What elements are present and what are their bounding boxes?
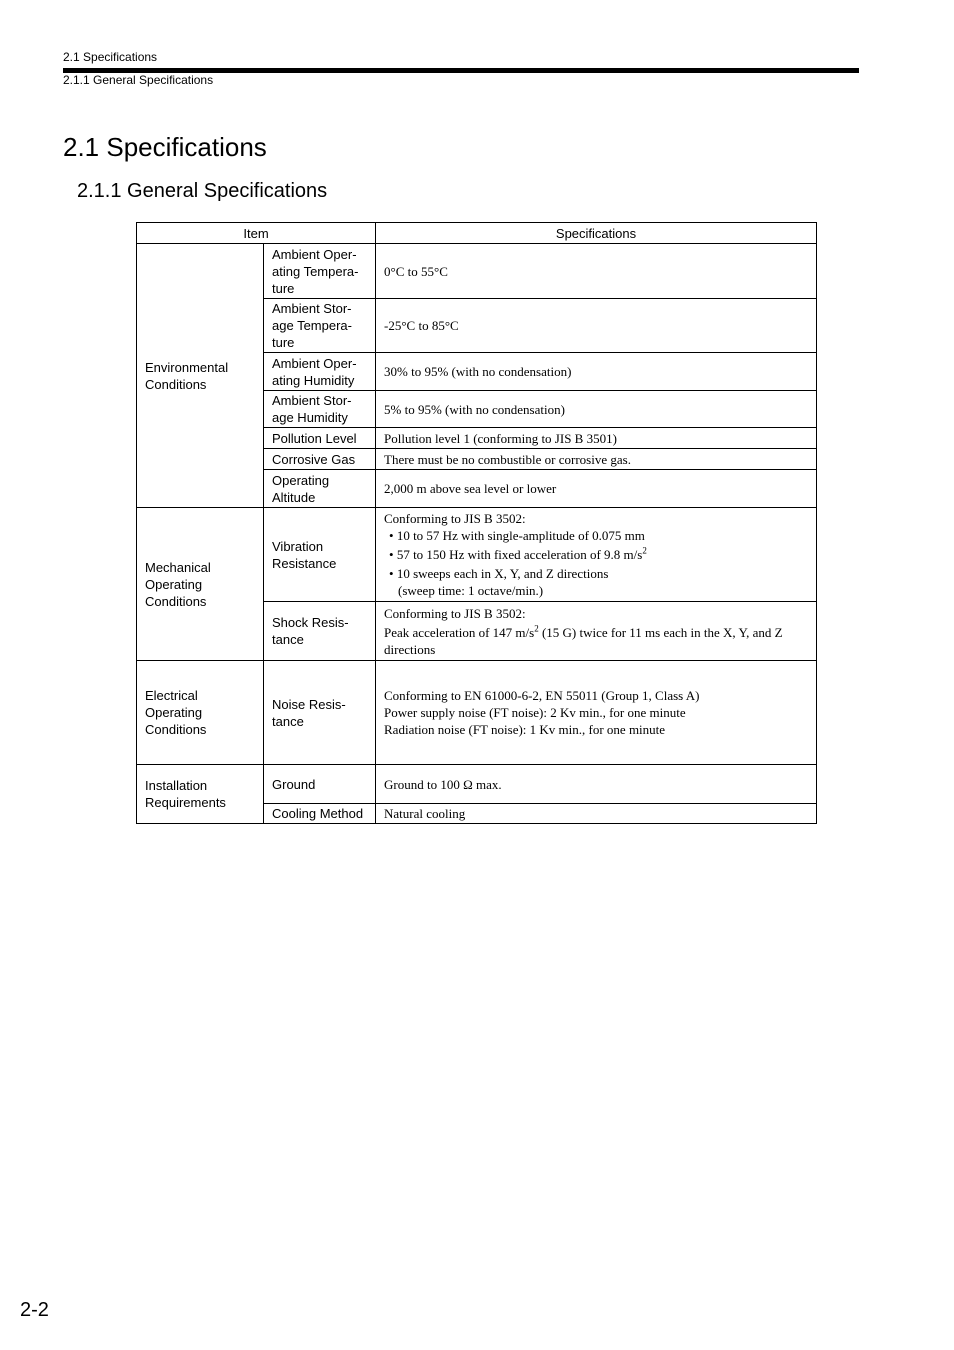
vibration-bullet-1: • 10 to 57 Hz with single-amplitude of 0.075 mm — [389, 528, 645, 543]
item-cell: Ambient Oper-ating Tempera-ture — [264, 244, 376, 299]
value-cell: Natural cooling — [376, 804, 817, 824]
value-cell: 0°C to 55°C — [376, 244, 817, 299]
vibration-intro: Conforming to JIS B 3502: — [384, 511, 526, 526]
item-cell: Pollution Level — [264, 428, 376, 449]
noise-line-3: Radiation noise (FT noise): 1 Kv min., for one minute — [384, 722, 666, 737]
value-cell — [376, 661, 817, 765]
value-cell: 2,000 m above sea level or lower — [376, 470, 817, 508]
section-title: 2.1 Specifications — [63, 132, 267, 162]
page-number: 2-2 — [20, 1299, 49, 1321]
superscript: 2 — [642, 545, 647, 556]
item-cell: Cooling Method — [264, 804, 376, 824]
item-cell: Ambient Stor-age Humidity — [264, 391, 376, 428]
table-row — [137, 661, 817, 765]
item-cell: Shock Resis-tance — [264, 602, 376, 661]
shock-detail-b: (15 G) twice for 11 ms each in the X, Y, and Z directions — [384, 624, 783, 657]
running-header-section: 2.1 Specifications — [63, 50, 158, 64]
value-cell: 5% to 95% (with no condensation) — [376, 391, 817, 428]
item-cell: Ambient Oper-ating Humidity — [264, 353, 376, 391]
noise-line-2: Power supply noise (FT noise): 2 Kv min., for one minute — [384, 705, 686, 720]
table-header-row — [137, 223, 817, 244]
running-header-subsection: 2.1.1 General Specifications — [63, 73, 214, 87]
value-cell — [376, 508, 817, 602]
value-cell: Ground to 100 Ω max. — [376, 765, 817, 804]
table-row — [137, 244, 817, 299]
value-cell: 30% to 95% (with no condensation) — [376, 353, 817, 391]
superscript: 2 — [534, 623, 539, 634]
header-specifications: Specifications — [376, 223, 817, 244]
value-cell: -25°C to 85°C — [376, 299, 817, 353]
shock-intro: Conforming to JIS B 3502: — [384, 605, 526, 621]
category-installation: Installation Requirements — [137, 765, 264, 824]
shock-detail — [384, 624, 810, 658]
value-cell — [376, 602, 817, 661]
item-cell: Ambient Stor-age Tempera-ture — [264, 299, 376, 353]
noise-line-1: Conforming to EN 61000-6-2, EN 55011 (Group 1, Class A) — [384, 688, 700, 703]
item-cell: Vibration Resistance — [264, 508, 376, 602]
table-row — [137, 765, 817, 804]
item-cell: Corrosive Gas — [264, 449, 376, 470]
table-row — [137, 508, 817, 602]
general-specifications-table — [136, 222, 817, 824]
vibration-bullet-2-text: • 57 to 150 Hz with fixed acceleration of 9.8 m/s — [389, 547, 643, 562]
value-cell: Pollution level 1 (conforming to JIS B 3501) — [376, 428, 817, 449]
vibration-bullet-2 — [384, 546, 810, 563]
item-cell: Ground — [264, 765, 376, 804]
item-cell: Noise Resis-tance — [264, 661, 376, 765]
vibration-bullet-3-cont: (sweep time: 1 octave/min.) — [398, 583, 544, 598]
vibration-bullet-3: • 10 sweeps each in X, Y, and Z directions — [389, 566, 609, 581]
header-item: Item — [137, 223, 376, 244]
item-cell: Operating Altitude — [264, 470, 376, 508]
subsection-title: 2.1.1 General Specifications — [77, 180, 328, 202]
shock-detail-a: Peak acceleration of 147 m/s — [384, 624, 535, 640]
value-cell: There must be no combustible or corrosive gas. — [376, 449, 817, 470]
category-mechanical: Mechanical Operating Conditions — [137, 508, 264, 661]
category-environmental: Environmental Conditions — [137, 244, 264, 508]
category-electrical: Electrical Operating Conditions — [137, 661, 264, 765]
